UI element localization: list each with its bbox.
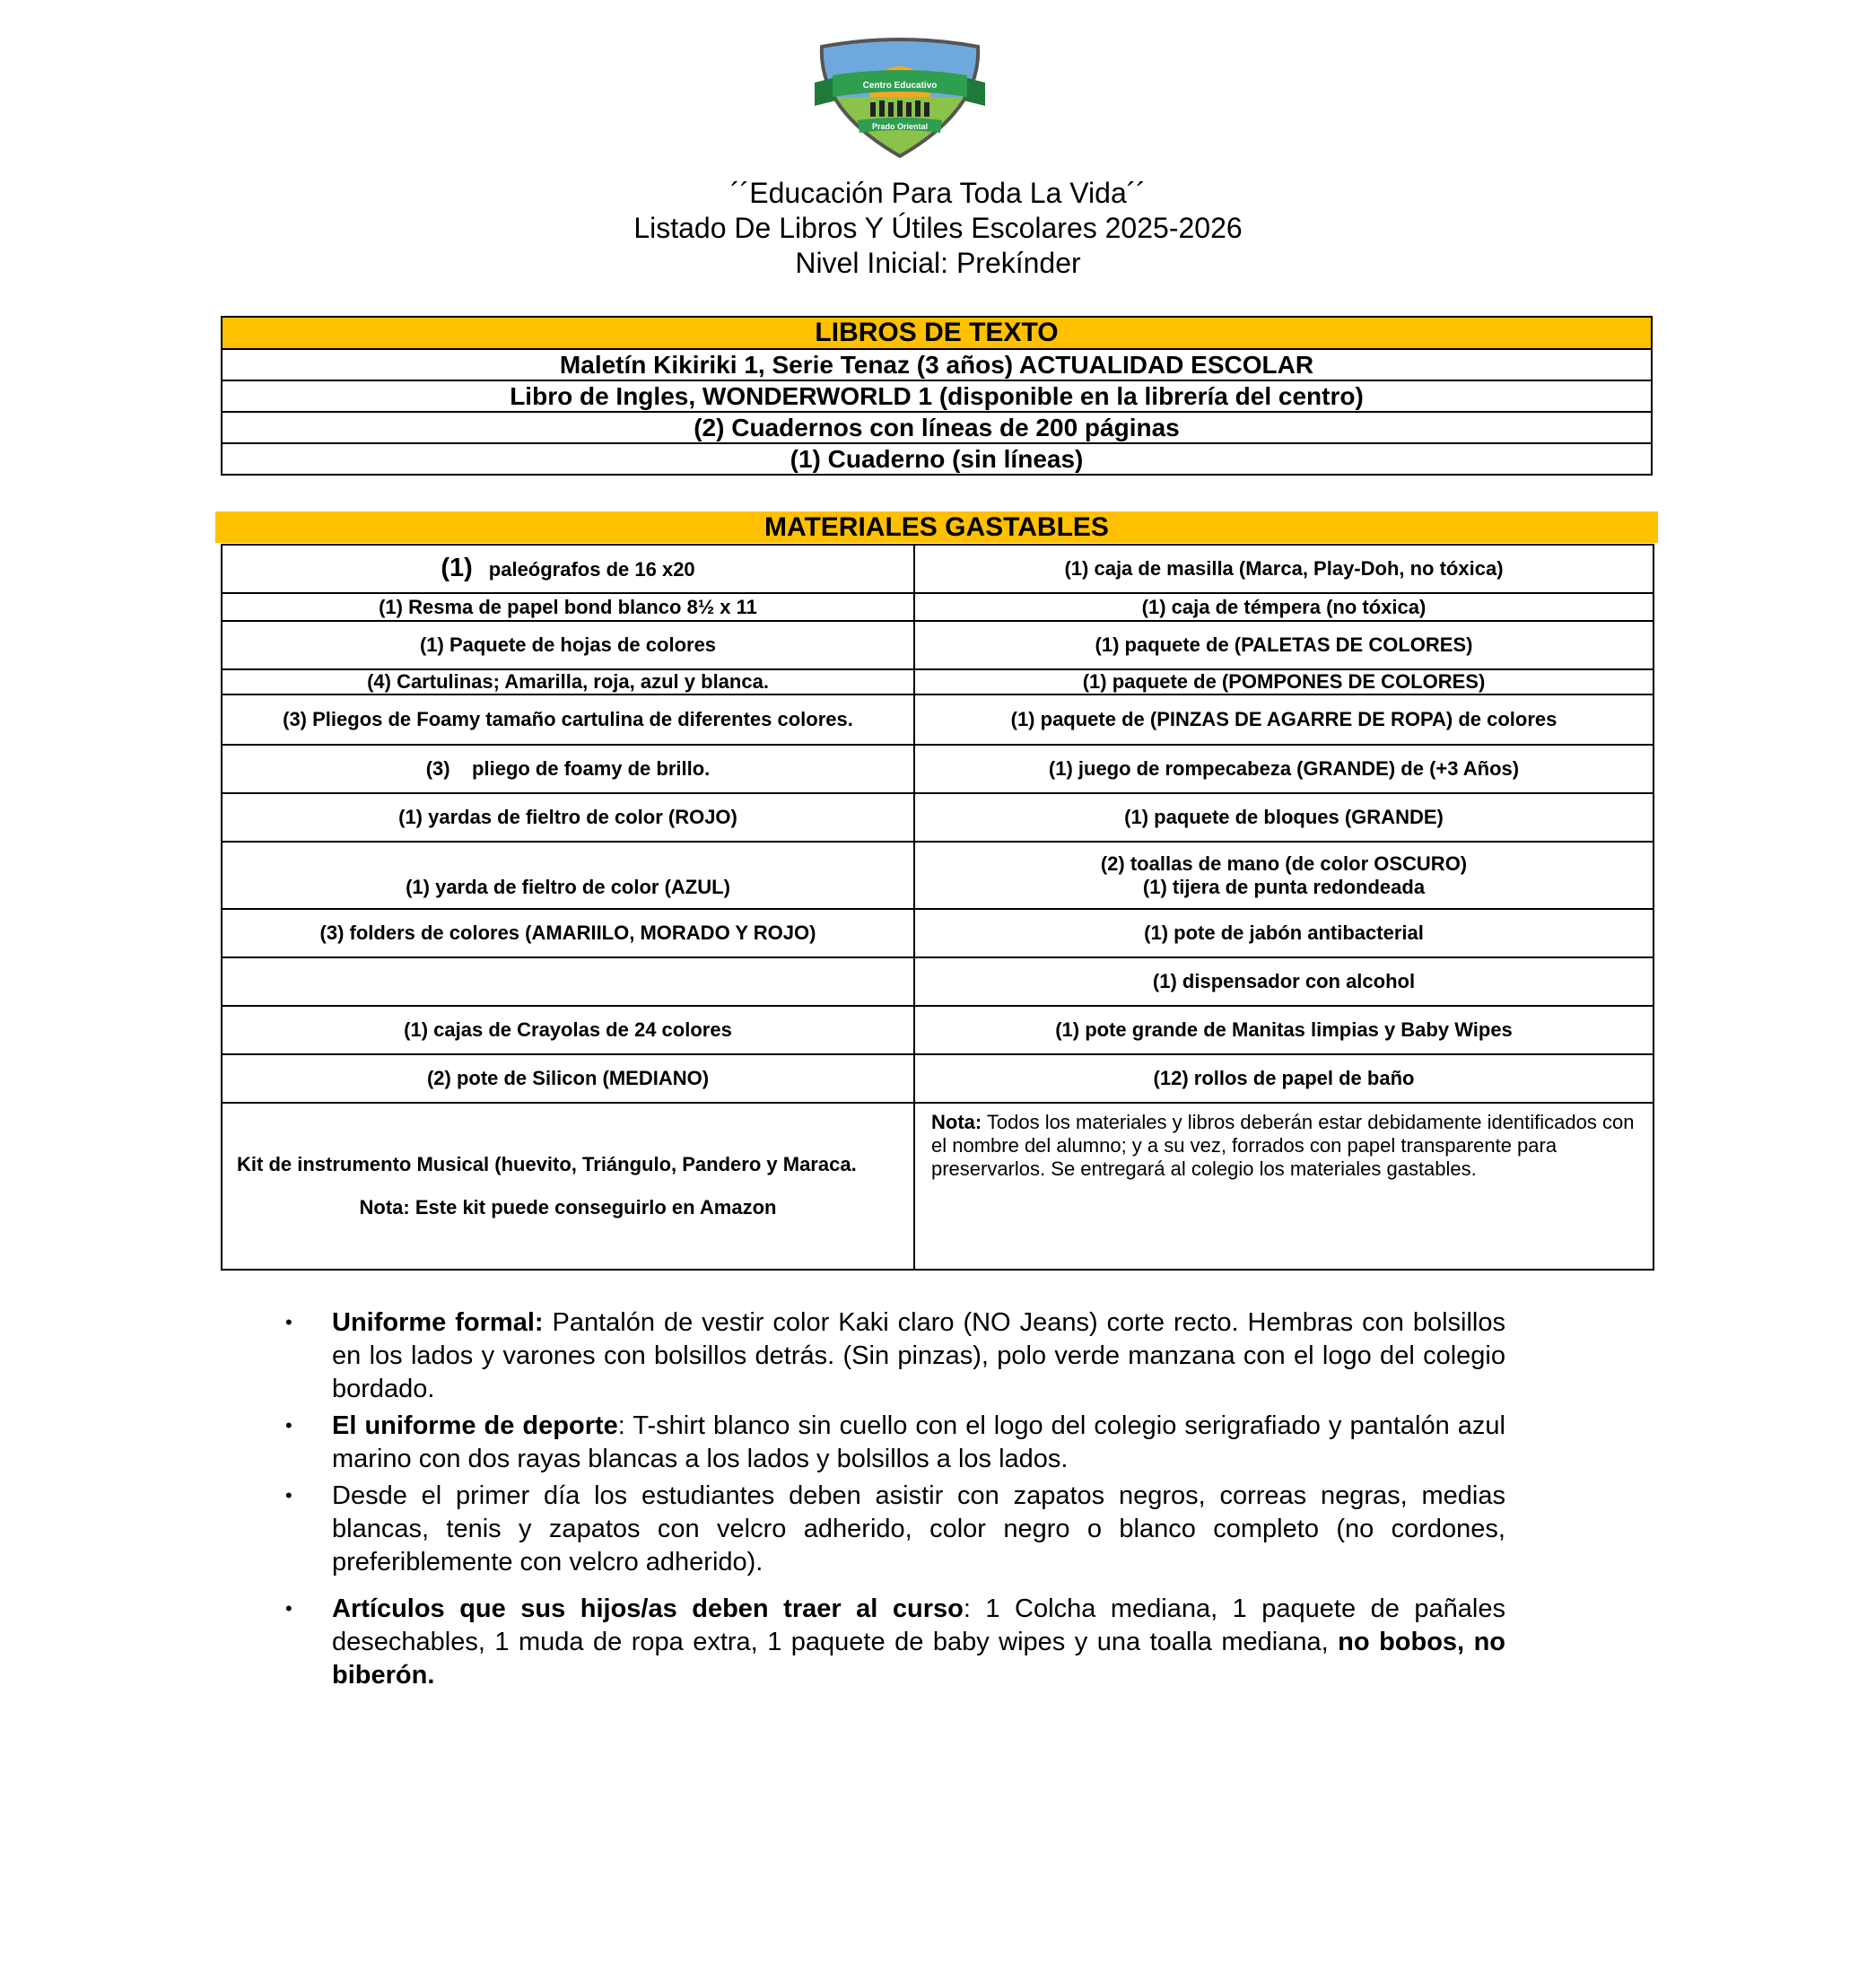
material-item: (1) caja de témpera (no tóxica) bbox=[914, 593, 1653, 621]
uniform-notes bbox=[285, 1306, 1505, 1695]
bullet-icon: • bbox=[285, 1414, 292, 1437]
book-item: Libro de Ingles, WONDERWORLD 1 (disponible en la librería del centro) bbox=[222, 380, 1652, 412]
material-item: (1) pote grande de Manitas limpias y Baby Wipes bbox=[914, 1006, 1653, 1054]
material-item bbox=[222, 842, 914, 909]
material-item: (3) folders de colores (AMARIILO, MORADO Y ROJO) bbox=[222, 909, 914, 957]
material-item: (12) rollos de papel de baño bbox=[914, 1054, 1653, 1103]
note-text: : T-shirt blanco sin cuello con el logo del colegio serigrafiado y pantalón azul marino con dos rayas blancas a los lados y bolsillos a los lados. bbox=[332, 1411, 1505, 1473]
material-item-empty bbox=[222, 957, 914, 1006]
music-kit-note: Nota: Este kit puede conseguirlo en Amazon bbox=[359, 1196, 777, 1218]
material-text: (1) tijera de punta redondeada bbox=[1142, 875, 1426, 898]
material-item: (1) paquete de (PALETAS DE COLORES) bbox=[914, 621, 1653, 669]
material-qty: (1) bbox=[441, 554, 473, 582]
materials-note bbox=[914, 1103, 1653, 1270]
note-item bbox=[285, 1306, 1505, 1406]
note-text: Desde el primer día los estudiantes deben asistir con zapatos negros, correas negras, medias blancas, tenis y zapatos con velcro adherido, color negro o blanco completo (no cordones, preferiblemente con velcro adherido). bbox=[332, 1481, 1505, 1577]
material-item: (1) dispensador con alcohol bbox=[914, 957, 1653, 1006]
material-item: (2) pote de Silicon (MEDIANO) bbox=[222, 1054, 914, 1103]
material-item: (4) Cartulinas; Amarilla, roja, azul y blanca. bbox=[222, 669, 914, 694]
note-label: Artículos que sus hijos/as deben traer al curso bbox=[332, 1594, 964, 1623]
music-kit-item bbox=[222, 1103, 914, 1270]
book-item: Maletín Kikiriki 1, Serie Tenaz (3 años) ACTUALIDAD ESCOLAR bbox=[222, 349, 1652, 380]
material-item: (1) paquete de bloques (GRANDE) bbox=[914, 793, 1653, 842]
material-item: (1) paquete de (POMPONES DE COLORES) bbox=[914, 669, 1653, 694]
material-item: (3) Pliegos de Foamy tamaño cartulina de diferentes colores. bbox=[222, 694, 914, 745]
material-text: paleógrafos de 16 x20 bbox=[488, 558, 695, 581]
note-text: : 1 Colcha mediana, 1 paquete de pañales desechables, 1 muda de ropa extra, 1 paquete de baby wipes y una toalla mediana, bbox=[332, 1594, 1505, 1656]
books-heading: LIBROS DE TEXTO bbox=[222, 317, 1652, 349]
material-item: (1) pote de jabón antibacterial bbox=[914, 909, 1653, 957]
material-text: (2) toallas de mano (de color OSCURO) bbox=[1100, 852, 1468, 875]
material-item: (1) Paquete de hojas de colores bbox=[222, 621, 914, 669]
material-item: (1) yardas de fieltro de color (ROJO) bbox=[222, 793, 914, 842]
material-item: (1) juego de rompecabeza (GRANDE) de (+3 Años) bbox=[914, 745, 1653, 793]
bullet-icon: • bbox=[285, 1597, 292, 1620]
bullet-icon: • bbox=[285, 1484, 292, 1507]
materials-table bbox=[221, 544, 1654, 1271]
note-item bbox=[285, 1592, 1505, 1692]
document-header bbox=[0, 176, 1876, 281]
material-item bbox=[222, 545, 914, 593]
note-label: El uniforme de deporte bbox=[332, 1411, 618, 1440]
book-item: (2) Cuadernos con líneas de 200 páginas bbox=[222, 412, 1652, 443]
bullet-icon: • bbox=[285, 1311, 292, 1333]
school-logo bbox=[815, 38, 985, 160]
motto: ´´Educación Para Toda La Vida´´ bbox=[729, 177, 1147, 209]
books-table bbox=[221, 316, 1653, 476]
materials-heading: MATERIALES GASTABLES bbox=[215, 511, 1658, 543]
material-item: (1) caja de masilla (Marca, Play-Doh, no tóxica) bbox=[914, 545, 1653, 593]
note-item bbox=[285, 1479, 1505, 1579]
material-item: (3) pliego de foamy de brillo. bbox=[222, 745, 914, 793]
logo-text-bottom: Prado Oriental bbox=[871, 122, 929, 131]
material-item: (1) paquete de (PINZAS DE AGARRE DE ROPA) de colores bbox=[914, 694, 1653, 745]
music-kit-text: Kit de instrumento Musical (huevito, Triángulo, Pandero y Maraca. bbox=[237, 1153, 857, 1175]
material-text: (1) yarda de fieltro de color (AZUL) bbox=[406, 876, 730, 898]
material-item: (1) Resma de papel bond blanco 8½ x 11 bbox=[222, 593, 914, 621]
material-item bbox=[914, 842, 1653, 909]
note-text: Todos los materiales y libros deberán estar debidamente identificados con el nombre del alumno; y a su vez, forrados con papel transparente para preservarlos. Se entregará al colegio los materiales gastables. bbox=[931, 1111, 1635, 1180]
note-label: Nota: bbox=[931, 1111, 982, 1133]
note-label: Uniforme formal: bbox=[332, 1308, 544, 1337]
book-item: (1) Cuaderno (sin líneas) bbox=[222, 443, 1652, 475]
note-item bbox=[285, 1409, 1505, 1476]
note-text: Pantalón de vestir color Kaki claro (NO Jeans) corte recto. Hembras con bolsillos en los lados y varones con bolsillos detrás. (Sin pinzas), polo verde manzana con el logo del colegio bordado. bbox=[332, 1308, 1505, 1403]
level-subtitle: Nivel Inicial: Prekínder bbox=[795, 247, 1081, 279]
material-item: (1) cajas de Crayolas de 24 colores bbox=[222, 1006, 914, 1054]
note-emphasis: no bobos, no biberón. bbox=[332, 1628, 1506, 1690]
document-title: Listado De Libros Y Útiles Escolares 2025-2026 bbox=[633, 212, 1243, 244]
logo-text-top: Centro Educativo bbox=[862, 81, 938, 91]
